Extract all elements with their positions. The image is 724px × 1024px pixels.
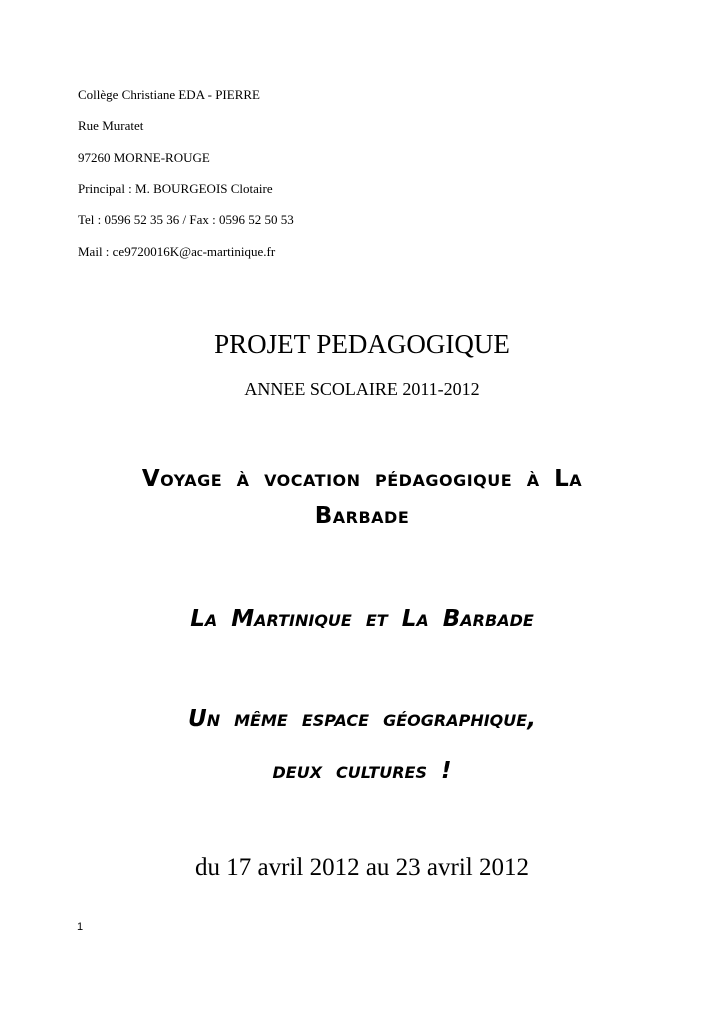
school-name: Collège Christiane EDA - PIERRE bbox=[78, 87, 260, 102]
trip-title-line-1: Voyage à vocation pédagogique à La bbox=[141, 466, 583, 492]
theme-title: La Martinique et La Barbade bbox=[190, 606, 534, 632]
school-mail: Mail : ce9720016K@ac-martinique.fr bbox=[78, 244, 276, 259]
page-number: 1 bbox=[77, 921, 84, 933]
theme-subtitle-line-2: deux cultures ! bbox=[272, 758, 452, 784]
school-year: ANNEE SCOLAIRE 2011-2012 bbox=[244, 379, 480, 399]
school-phone-fax: Tel : 0596 52 35 36 / Fax : 0596 52 50 53 bbox=[78, 212, 294, 227]
theme-subtitle-line-1: Un même espace géographique, bbox=[188, 706, 536, 732]
school-street: Rue Muratet bbox=[78, 118, 144, 133]
trip-dates: du 17 avril 2012 au 23 avril 2012 bbox=[195, 854, 529, 881]
trip-title-line-2: Barbade bbox=[314, 503, 410, 529]
project-title: PROJET PEDAGOGIQUE bbox=[214, 329, 510, 359]
school-city: 97260 MORNE-ROUGE bbox=[78, 150, 210, 165]
school-principal: Principal : M. BOURGEOIS Clotaire bbox=[78, 181, 273, 196]
